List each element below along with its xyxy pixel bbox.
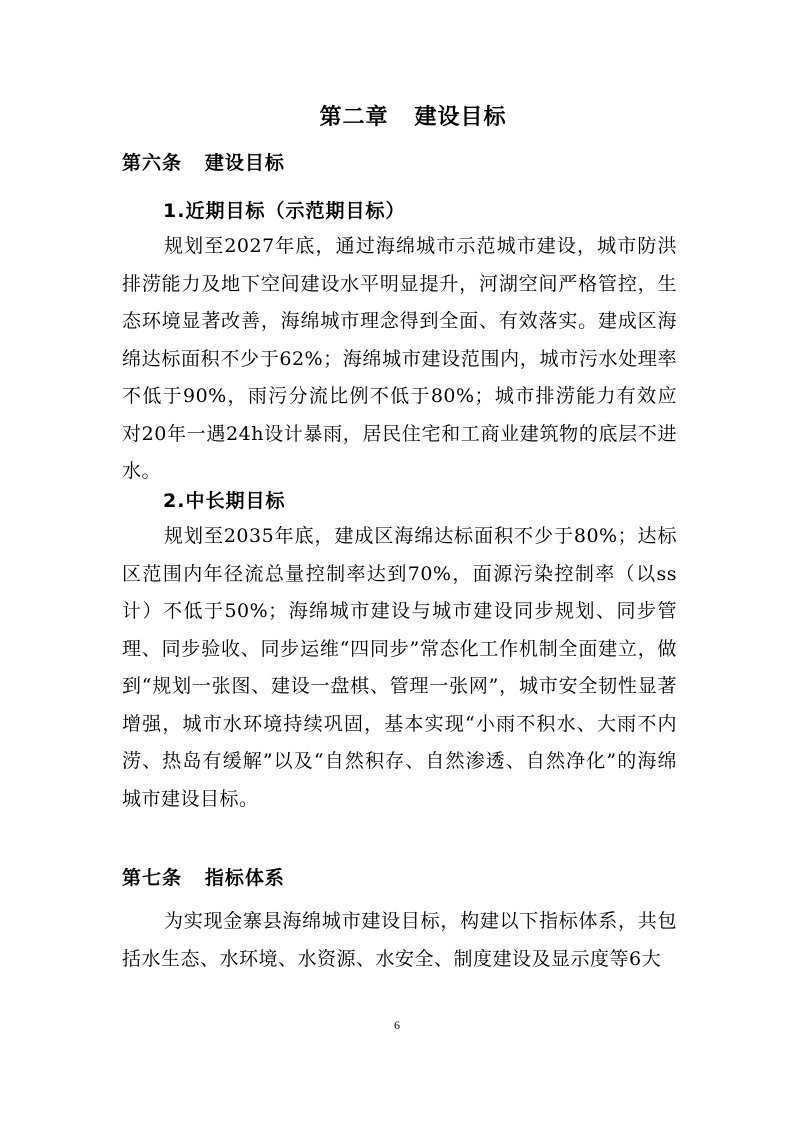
article-7-paragraph: 为实现金寨县海绵城市建设目标，构建以下指标体系，共包括水生态、水环境、水资源、水安全、制度建设及显示度等6大 xyxy=(122,910,677,970)
article-6-heading: 第六条 建设目标 xyxy=(122,152,285,174)
long-term-goal-paragraph: 规划至2035年底，建成区海绵达标面积不少于80%；达标区范围内年径流总量控制率达到70%，面源污染控制率（以ss计）不低于50%；海绵城市建设与城市建设同步规划、同步管理、同步验收、同步运维“四同步”常态化工作机制全面建立，做到“规划一张图、建设一盘棋、管理一张网”，城市安全韧性显著增强，城市水环境持续巩固，基本实现“小雨不积水、大雨不内涝、热岛有缓解”以及“自然积存、自然渗透、自然净化”的海绵城市建设目标。 xyxy=(122,525,677,810)
page-number: 6 xyxy=(394,1018,400,1032)
article-7-heading: 第七条 指标体系 xyxy=(122,867,285,889)
long-term-goal-heading: 2.中长期目标 xyxy=(163,490,286,512)
near-term-goal-paragraph: 规划至2027年底，通过海绵城市示范城市建设，城市防洪排涝能力及地下空间建设水平明显提升，河湖空间严格管控，生态环境显著改善，海绵城市理念得到全面、有效落实。建成区海绵达标面积不少于62%；海绵城市建设范围内，城市污水处理率不低于90%，雨污分流比例不低于80%；城市排涝能力有效应对20年一遇24h设计暴雨，居民住宅和工商业建筑物的底层不进水。 xyxy=(122,235,677,482)
near-term-goal-heading: 1.近期目标（示范期目标） xyxy=(163,200,406,222)
chapter-title: 第二章 建设目标 xyxy=(319,105,507,130)
